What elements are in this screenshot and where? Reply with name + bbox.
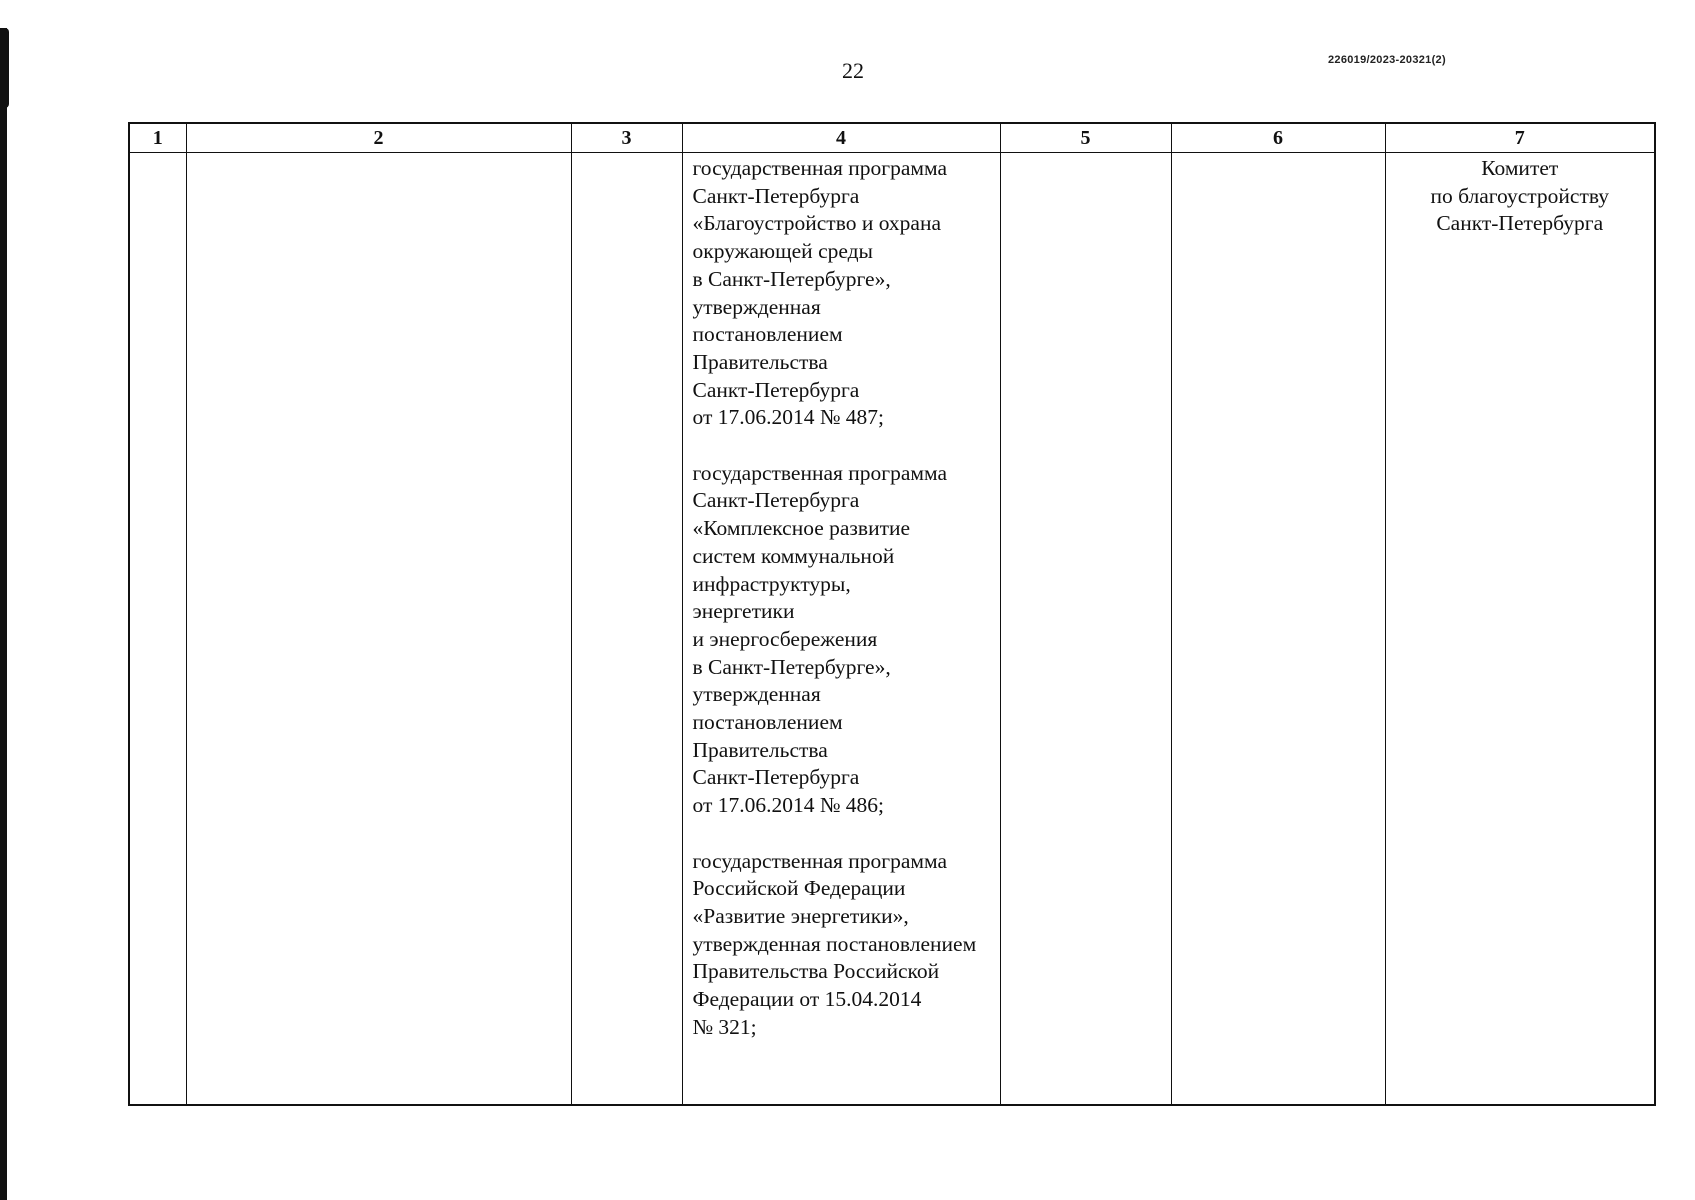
- text-line: от 17.06.2014 № 487;: [692, 405, 884, 430]
- text-line: утвержденная: [692, 682, 821, 707]
- table-header: [129, 123, 1655, 153]
- table-body: [129, 153, 1655, 1106]
- text-line: Санкт-Петербурга: [692, 183, 860, 208]
- text-line: государственная программа: [692, 848, 948, 873]
- text-line: Правительства: [692, 349, 828, 374]
- table-row: [129, 153, 1655, 1106]
- text-line: систем коммунальной: [692, 543, 895, 568]
- cell-col-6: [1171, 153, 1385, 1106]
- cell-col-5: [1000, 153, 1171, 1106]
- text-line: Правительства Российской: [692, 959, 940, 984]
- column-header-4: 4: [682, 123, 1000, 153]
- cell-col-1: [129, 153, 186, 1106]
- column-header-1: 1: [129, 123, 186, 153]
- cell-col-3: [571, 153, 682, 1106]
- text-line: «Комплексное развитие: [692, 516, 911, 541]
- cell-col-2: [186, 153, 571, 1106]
- document-registration-code: 226019/2023-20321(2): [1328, 54, 1446, 66]
- document-table: [128, 122, 1656, 1106]
- text-line: утвержденная: [692, 294, 821, 319]
- text-line: государственная программа: [692, 460, 948, 485]
- text-line: энергетики: [692, 599, 795, 624]
- column-header-3: 3: [571, 123, 682, 153]
- text-line: постановлением: [692, 322, 843, 347]
- program-paragraph-3: [693, 848, 996, 1042]
- text-line: и энергосбережения: [692, 626, 878, 651]
- text-line: Санкт-Петербурга: [1436, 211, 1604, 236]
- text-line: по благоустройству: [1430, 183, 1610, 208]
- text-line: Российской Федерации: [692, 876, 906, 901]
- text-line: в Санкт-Петербурге»,: [692, 266, 891, 291]
- text-line: Комитет: [1481, 156, 1559, 180]
- text-line: «Развитие энергетики»,: [692, 903, 909, 928]
- header-row: [129, 123, 1655, 153]
- page-number: 22: [842, 58, 864, 83]
- cell-col-7-responsible: [1385, 153, 1655, 1106]
- text-line: Санкт-Петербурга: [692, 377, 860, 402]
- text-line: в Санкт-Петербурге»,: [692, 654, 891, 679]
- text-line: утвержденная постановлением: [692, 931, 977, 956]
- text-line: окружающей среды: [692, 239, 874, 264]
- column-header-6: 6: [1171, 123, 1385, 153]
- text-line: от 17.06.2014 № 486;: [692, 793, 884, 818]
- column-header-2: 2: [186, 123, 571, 153]
- text-line: Санкт-Петербурга: [692, 488, 860, 513]
- text-line: Санкт-Петербурга: [692, 765, 860, 790]
- text-line: инфраструктуры,: [692, 571, 851, 596]
- text-line: Федерации от 15.04.2014: [692, 987, 922, 1012]
- column-header-7: 7: [1385, 123, 1655, 153]
- text-line: постановлением: [692, 710, 843, 735]
- cell-col-4-programs: [682, 153, 1000, 1106]
- text-line: «Благоустройство и охрана: [692, 211, 942, 236]
- column-header-5: 5: [1000, 123, 1171, 153]
- program-paragraph-2: [693, 460, 996, 820]
- text-line: государственная программа: [692, 156, 948, 180]
- text-line: Правительства: [692, 737, 828, 762]
- scan-edge-artifact: [0, 28, 7, 1200]
- text-line: № 321;: [692, 1014, 757, 1039]
- program-paragraph-1: [693, 155, 996, 432]
